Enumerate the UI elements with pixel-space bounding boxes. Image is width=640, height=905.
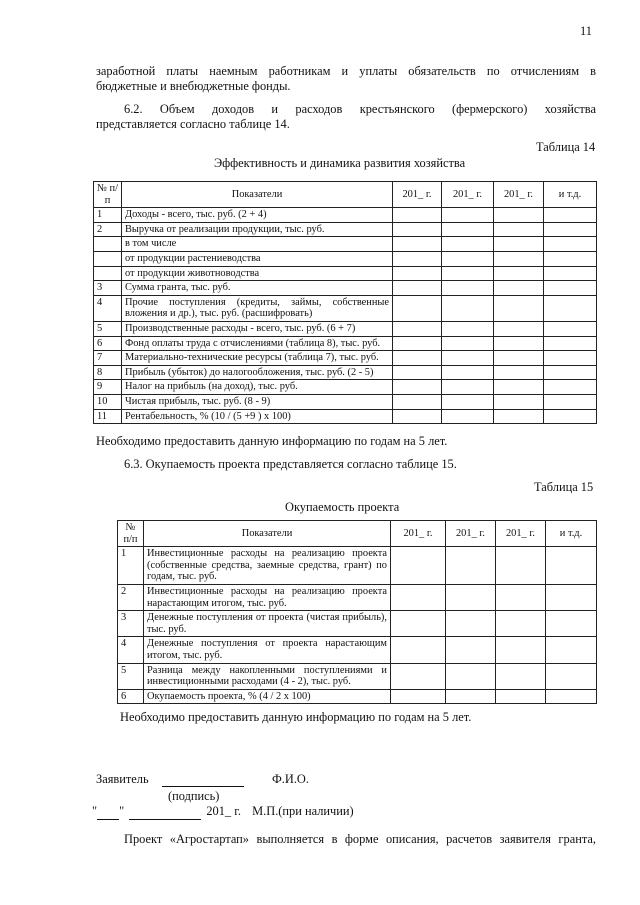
table-row xyxy=(94,237,597,252)
row-text: Окупаемость проекта, % (4 / 2 х 100) xyxy=(144,689,391,704)
table-row xyxy=(94,222,597,237)
row-text: Выручка от реализации продукции, тыс. руб. xyxy=(122,222,393,237)
row-num: 2 xyxy=(118,584,144,610)
date-quote-open: " xyxy=(92,804,98,818)
row-num: 1 xyxy=(94,208,122,223)
table-row xyxy=(118,547,597,585)
row-num: 4 xyxy=(118,637,144,663)
section-6-2-line-2: представляется согласно таблице 14. xyxy=(96,117,290,131)
table-14 xyxy=(93,181,597,424)
row-num: 3 xyxy=(94,281,122,296)
table-15 xyxy=(117,520,597,704)
date-quote-close: " xyxy=(119,804,125,818)
table-row xyxy=(94,266,597,281)
col-header-year-3: 201_ г. xyxy=(496,521,546,547)
row-num: 8 xyxy=(94,365,122,380)
row-text: Производственные расходы - всего, тыс. руб. (6 + 7) xyxy=(122,321,393,336)
table-row xyxy=(94,365,597,380)
row-num: 3 xyxy=(118,611,144,637)
table-row xyxy=(94,394,597,409)
table-14-label: Таблица 14 xyxy=(536,140,596,154)
stamp-label: М.П.(при наличии) xyxy=(252,804,354,818)
table-row xyxy=(94,409,597,424)
table-row xyxy=(118,584,597,610)
row-text: Чистая прибыль, тыс. руб. (8 - 9) xyxy=(122,394,393,409)
row-num: 11 xyxy=(94,409,122,424)
table-15-title: Окупаемость проекта xyxy=(285,500,400,514)
row-num: 9 xyxy=(94,380,122,395)
row-text: Прочие поступления (кредиты, займы, собственные вложения и др.), тыс. руб. (расшифровать) xyxy=(122,295,393,321)
row-num xyxy=(94,237,122,252)
row-num: 2 xyxy=(94,222,122,237)
row-num: 10 xyxy=(94,394,122,409)
table-row xyxy=(94,251,597,266)
table-row xyxy=(94,208,597,223)
final-line: Проект «Агростартап» выполняется в форме описания, расчетов заявителя гранта, xyxy=(124,832,596,846)
table-row xyxy=(94,281,597,296)
row-num: 7 xyxy=(94,351,122,366)
table-14-note: Необходимо предоставить данную информацию по годам на 5 лет. xyxy=(96,434,448,448)
intro-line-1: заработной платы наемным работникам и уплаты обязательств по отчислениям в xyxy=(96,64,596,78)
row-text: Прибыль (убыток) до налогообложения, тыс. руб. (2 - 5) xyxy=(122,365,393,380)
row-text: Материально-технические ресурсы (таблица 7), тыс. руб. xyxy=(122,351,393,366)
row-text: Доходы - всего, тыс. руб. (2 + 4) xyxy=(122,208,393,223)
table-row xyxy=(118,611,597,637)
table-row xyxy=(118,689,597,704)
col-header-etc: и т.д. xyxy=(544,182,597,208)
row-text: Рентабельность, % (10 / (5 +9 ) х 100) xyxy=(122,409,393,424)
row-num: 6 xyxy=(118,689,144,704)
table-row xyxy=(94,351,597,366)
date-year: 201_ г. xyxy=(206,804,242,818)
row-text: Сумма гранта, тыс. руб. xyxy=(122,281,393,296)
row-num: 6 xyxy=(94,336,122,351)
col-header-num: № п/п xyxy=(94,182,122,208)
page-number: 11 xyxy=(580,24,592,38)
row-text: Инвестиционные расходы на реализацию проекта нарастающим итогом, тыс. руб. xyxy=(144,584,391,610)
table-row xyxy=(118,663,597,689)
row-text: Инвестиционные расходы на реализацию проекта (собственные средства, заемные средства, грант) по годам, тыс. руб. xyxy=(144,547,391,585)
col-header-year-1: 201_ г. xyxy=(393,182,442,208)
signature-line xyxy=(162,786,244,787)
row-text: Денежные поступления от проекта (чистая прибыль), тыс. руб. xyxy=(144,611,391,637)
row-text: от продукции растениеводства xyxy=(122,251,393,266)
table-15-note: Необходимо предоставить данную информацию по годам на 5 лет. xyxy=(120,710,472,724)
row-text: Фонд оплаты труда с отчислениями (таблица 8), тыс. руб. xyxy=(122,336,393,351)
fio-label: Ф.И.О. xyxy=(272,772,309,786)
col-header-year-2: 201_ г. xyxy=(446,521,496,547)
table-row xyxy=(118,637,597,663)
col-header-year-2: 201_ г. xyxy=(442,182,494,208)
row-num: 5 xyxy=(94,321,122,336)
row-text: Денежные поступления от проекта нарастающим итогом, тыс. руб. xyxy=(144,637,391,663)
col-header-etc: и т.д. xyxy=(546,521,597,547)
row-num: 1 xyxy=(118,547,144,585)
col-header-indicators: Показатели xyxy=(122,182,393,208)
date-line xyxy=(92,804,354,820)
date-day-blank xyxy=(97,804,119,820)
row-text: Разница между накопленными поступлениями и инвестиционными расходами (4 - 2), тыс. руб. xyxy=(144,663,391,689)
signature-caption: (подпись) xyxy=(168,789,220,803)
table-row xyxy=(94,295,597,321)
date-month-blank xyxy=(129,804,201,820)
col-header-year-3: 201_ г. xyxy=(494,182,544,208)
applicant-label: Заявитель xyxy=(96,772,149,786)
table-15-label: Таблица 15 xyxy=(534,480,594,494)
intro-line-2: бюджетные и внебюджетные фонды. xyxy=(96,79,291,93)
table-row xyxy=(94,336,597,351)
row-text: в том числе xyxy=(122,237,393,252)
table-14-title: Эффективность и динамика развития хозяйства xyxy=(214,156,466,170)
section-6-2-line-1: 6.2. Объем доходов и расходов крестьянского (фермерского) хозяйства xyxy=(124,102,596,116)
row-num: 5 xyxy=(118,663,144,689)
col-header-indicators: Показатели xyxy=(144,521,391,547)
col-header-num: № п/п xyxy=(118,521,144,547)
table-row xyxy=(94,321,597,336)
row-num xyxy=(94,251,122,266)
row-num xyxy=(94,266,122,281)
row-text: от продукции животноводства xyxy=(122,266,393,281)
col-header-year-1: 201_ г. xyxy=(391,521,446,547)
table-row xyxy=(94,380,597,395)
row-text: Налог на прибыль (на доход), тыс. руб. xyxy=(122,380,393,395)
section-6-3: 6.3. Окупаемость проекта представляется согласно таблице 15. xyxy=(124,457,457,471)
row-num: 4 xyxy=(94,295,122,321)
